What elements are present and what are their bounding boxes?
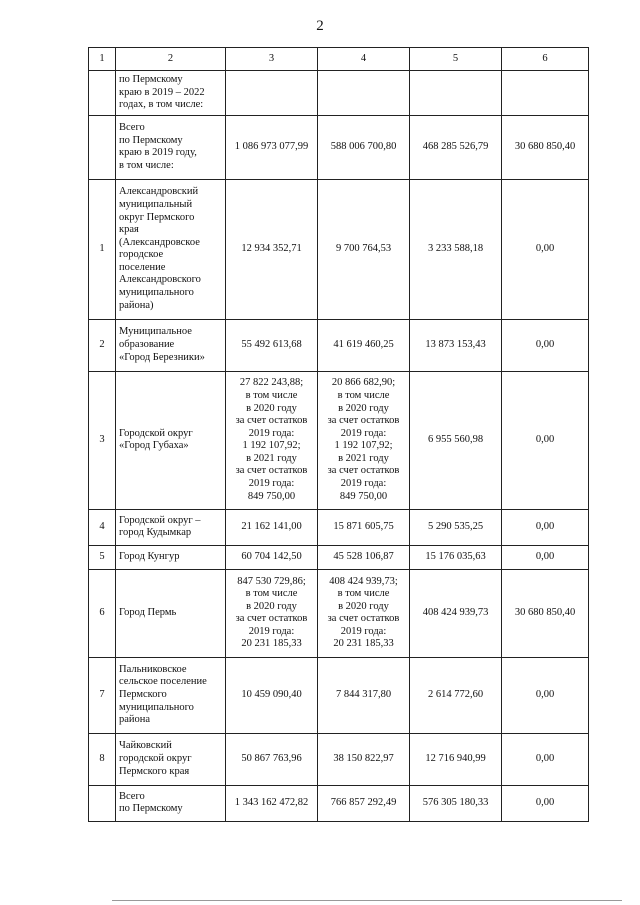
table-row <box>89 319 589 371</box>
municipality-name: Всего по Пермскому <box>116 785 226 821</box>
value-col5: 6 955 560,98 <box>410 371 502 509</box>
table-row <box>89 115 589 179</box>
value-col6: 0,00 <box>502 657 589 733</box>
value-col4: 45 528 106,87 <box>318 545 410 569</box>
value-col3: 27 822 243,88; в том числе в 2020 году за счет остатков 2019 года: 1 192 107,92; в 2021 году за счет остатков 2019 года: 849 750,00 <box>226 371 318 509</box>
row-number: 4 <box>89 509 116 545</box>
value-col6 <box>502 71 589 116</box>
value-col5: 468 285 526,79 <box>410 115 502 179</box>
value-col6: 30 680 850,40 <box>502 569 589 657</box>
row-number <box>89 115 116 179</box>
value-col4: 588 006 700,80 <box>318 115 410 179</box>
value-col4: 9 700 764,53 <box>318 179 410 319</box>
table-row <box>89 785 589 821</box>
value-col3: 10 459 090,40 <box>226 657 318 733</box>
table-row <box>89 371 589 509</box>
value-col6: 0,00 <box>502 179 589 319</box>
column-header: 3 <box>226 48 318 71</box>
municipality-name: Александровский муниципальный округ Пермского края (Александровское городское поселение Александровского муниципального района) <box>116 179 226 319</box>
value-col6: 0,00 <box>502 509 589 545</box>
column-header: 2 <box>116 48 226 71</box>
value-col5: 408 424 939,73 <box>410 569 502 657</box>
value-col6: 0,00 <box>502 371 589 509</box>
municipality-name: по Пермскому краю в 2019 – 2022 годах, в том числе: <box>116 71 226 116</box>
column-header: 5 <box>410 48 502 71</box>
value-col5: 2 614 772,60 <box>410 657 502 733</box>
value-col4: 41 619 460,25 <box>318 319 410 371</box>
table-row <box>89 71 589 116</box>
municipality-name: Всего по Пермскому краю в 2019 году, в том числе: <box>116 115 226 179</box>
municipality-name: Город Пермь <box>116 569 226 657</box>
row-number: 6 <box>89 569 116 657</box>
value-col4: 408 424 939,73; в том числе в 2020 году за счет остатков 2019 года: 20 231 185,33 <box>318 569 410 657</box>
municipality-name: Пальниковское сельское поселение Пермского муниципального района <box>116 657 226 733</box>
value-col5: 13 873 153,43 <box>410 319 502 371</box>
row-number: 7 <box>89 657 116 733</box>
value-col4: 7 844 317,80 <box>318 657 410 733</box>
value-col6: 30 680 850,40 <box>502 115 589 179</box>
column-header: 4 <box>318 48 410 71</box>
value-col6: 0,00 <box>502 319 589 371</box>
value-col3: 1 086 973 077,99 <box>226 115 318 179</box>
value-col4: 15 871 605,75 <box>318 509 410 545</box>
budget-table <box>88 47 589 822</box>
row-number <box>89 71 116 116</box>
table-row <box>89 509 589 545</box>
value-col3: 21 162 141,00 <box>226 509 318 545</box>
header-row <box>89 48 589 71</box>
value-col3: 12 934 352,71 <box>226 179 318 319</box>
municipality-name: Муниципальное образование «Город Березники» <box>116 319 226 371</box>
table-row <box>89 657 589 733</box>
value-col6: 0,00 <box>502 785 589 821</box>
value-col5: 3 233 588,18 <box>410 179 502 319</box>
value-col3: 1 343 162 472,82 <box>226 785 318 821</box>
column-header: 6 <box>502 48 589 71</box>
value-col5: 15 176 035,63 <box>410 545 502 569</box>
value-col5: 576 305 180,33 <box>410 785 502 821</box>
value-col4 <box>318 71 410 116</box>
value-col3: 55 492 613,68 <box>226 319 318 371</box>
value-col3: 60 704 142,50 <box>226 545 318 569</box>
municipality-name: Город Кунгур <box>116 545 226 569</box>
value-col3: 50 867 763,96 <box>226 733 318 785</box>
municipality-name: Чайковский городской округ Пермского края <box>116 733 226 785</box>
column-header: 1 <box>89 48 116 71</box>
table-row <box>89 545 589 569</box>
row-number: 1 <box>89 179 116 319</box>
value-col5 <box>410 71 502 116</box>
row-number <box>89 785 116 821</box>
row-number: 5 <box>89 545 116 569</box>
row-number: 8 <box>89 733 116 785</box>
value-col4: 766 857 292,49 <box>318 785 410 821</box>
value-col6: 0,00 <box>502 733 589 785</box>
row-number: 2 <box>89 319 116 371</box>
page-bottom-rule <box>112 900 622 901</box>
table-row <box>89 569 589 657</box>
value-col5: 5 290 535,25 <box>410 509 502 545</box>
value-col4: 38 150 822,97 <box>318 733 410 785</box>
value-col5: 12 716 940,99 <box>410 733 502 785</box>
table-row <box>89 733 589 785</box>
value-col3: 847 530 729,86; в том числе в 2020 году за счет остатков 2019 года: 20 231 185,33 <box>226 569 318 657</box>
page-number: 2 <box>316 18 324 34</box>
table-row <box>89 179 589 319</box>
value-col6: 0,00 <box>502 545 589 569</box>
municipality-name: Городской округ – город Кудымкар <box>116 509 226 545</box>
municipality-name: Городской округ «Город Губаха» <box>116 371 226 509</box>
row-number: 3 <box>89 371 116 509</box>
value-col4: 20 866 682,90; в том числе в 2020 году за счет остатков 2019 года: 1 192 107,92; в 2021 году за счет остатков 2019 года: 849 750,00 <box>318 371 410 509</box>
value-col3 <box>226 71 318 116</box>
